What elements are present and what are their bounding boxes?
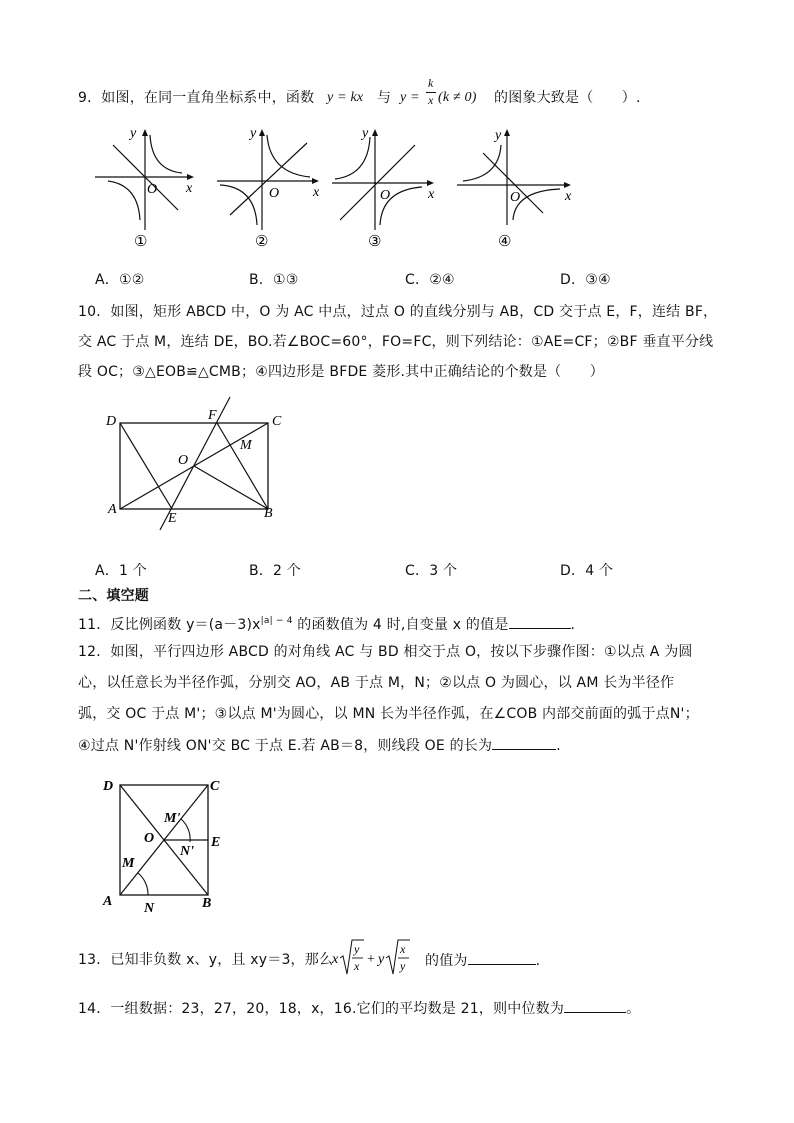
q13-expr-num-1: y [354, 942, 360, 956]
q10-option-d-text: 4 个 [585, 563, 614, 579]
q9-graph-2-origin: O [269, 186, 280, 201]
q9-graph-1-y-label: y [130, 126, 137, 141]
q10-line-1: 10．如图，矩形 ABCD 中，O 为 AC 中点，过点 O 的直线分别与 AB，CD 交于点 E，F，连结 BF， [78, 304, 718, 320]
q12-label-a: A [103, 894, 113, 909]
q9-option-c[interactable] [405, 270, 455, 290]
q9-text-suffix: 的图象大致是（ ）. [494, 90, 641, 106]
q9-graph-3-y-label: y [362, 126, 369, 141]
q12-label-n-prime: N' [180, 844, 194, 859]
q9-func2-numerator: k [428, 76, 434, 90]
q10-label-c: C [272, 414, 282, 429]
q9-graph-1-origin: O [147, 182, 158, 197]
q9-func2-condition: (k ≠ 0) [438, 90, 477, 105]
q10-option-c-letter: C． [405, 563, 430, 579]
q9-option-b-letter: B． [249, 272, 274, 288]
q13-suffix: 的值为 [425, 953, 468, 969]
q10-option-d[interactable] [560, 561, 613, 581]
q9-graph-3-caption: ③ [368, 234, 382, 250]
q9-option-b-text: ①③ [273, 272, 299, 288]
q12-label-o: O [144, 831, 155, 846]
q9-graph-4-origin: O [510, 190, 521, 205]
q12-line-3: 弧，交 OC 于点 M'；③以点 M'为圆心，以 MN 长为半径作弧，在∠COB 内部交前面的弧于点N'； [78, 706, 699, 722]
q10-figure-rectangle [100, 395, 300, 535]
section-title-fill-in: 二、填空题 [78, 588, 149, 604]
q9-graph-2-x-label: x [313, 185, 320, 200]
q12-label-d: D [103, 779, 114, 794]
q10-label-b: B [264, 506, 273, 521]
q13-end: . [535, 953, 541, 969]
q12-line-1: 12．如图，平行四边形 ABCD 的对角线 AC 与 BD 相交于点 O，按以下步骤作图：①以点 A 为圆 [78, 644, 693, 660]
q13-expr-y: y [378, 952, 385, 967]
q10-line-2: 交 AC 于点 M，连结 DE，BO.若∠BOC=60°，FO=FC，则下列结论：①AE=CF；②BF 垂直平分线 [78, 334, 714, 350]
q12-label-b: B [202, 896, 212, 911]
q9-graph-1-caption: ① [134, 234, 148, 250]
q11-end: . [570, 617, 576, 633]
q10-label-e: E [168, 511, 177, 526]
q9-option-a-text: ①② [118, 272, 145, 288]
q13-expr-plus: + [367, 952, 375, 967]
q13-expr-den-2: y [400, 959, 406, 973]
q14-prefix: 14．一组数据：23，27，20，18，x，16.它们的平均数是 21，则中位数为 [78, 1001, 565, 1017]
q9-graph-1 [90, 125, 200, 250]
q12-label-c: C [210, 779, 220, 794]
q10-option-a[interactable] [95, 561, 147, 581]
q9-option-b[interactable] [249, 270, 299, 290]
q9-option-c-text: ②④ [429, 272, 455, 288]
q11-prefix: 11．反比例函数 y＝(a－3)x [78, 617, 261, 633]
q9-graph-4-x-label: x [565, 189, 572, 204]
q13-expr-num-2: x [400, 942, 406, 956]
q13-suffix-wrap [425, 950, 540, 971]
q13-expr-x: x [332, 952, 339, 967]
q10-label-o: O [178, 453, 189, 468]
q12-answer-blank[interactable] [492, 735, 556, 750]
q9-graph-2-caption: ② [255, 234, 269, 250]
q9-graph-2 [215, 125, 325, 250]
q11-answer-blank[interactable] [509, 614, 571, 629]
q14-answer-blank[interactable] [564, 998, 626, 1013]
q12-line-4 [78, 735, 561, 756]
q13-radical-expression [330, 932, 425, 982]
q11-suffix: 的函数值为 4 时,自变量 x 的值是 [297, 617, 509, 633]
q9-option-a[interactable] [95, 270, 145, 290]
q10-line-3: 段 OC；③△EOB≌△CMB；④四边形是 BFDE 菱形.其中正确结论的个数是（ ） [78, 364, 604, 380]
q9-option-d-text: ③④ [585, 272, 611, 288]
q12-line-4-prefix: ④过点 N'作射线 ON'交 BC 于点 E.若 AB＝8，则线段 OE 的长为 [78, 738, 493, 754]
q13-prefix: 13．已知非负数 x、y，且 xy＝3，那么 [78, 952, 334, 968]
q9-graph-3 [330, 125, 440, 250]
q10-option-d-letter: D． [560, 563, 586, 579]
q9-func2-lhs: y = [400, 90, 420, 105]
q14-end: 。 [626, 1001, 641, 1017]
q12-label-m: M [122, 856, 135, 871]
q9-text-prefix: 9．如图，在同一直角坐标系中，函数 [78, 90, 315, 106]
q9-graph-4-caption: ④ [498, 234, 512, 250]
q9-graph-4 [455, 125, 580, 250]
q10-option-c[interactable] [405, 561, 457, 581]
q9-graph-3-origin: O [380, 188, 391, 203]
q9-func2-denominator: x [428, 93, 434, 107]
q9-graph-2-y-label: y [250, 126, 257, 141]
q9-option-d-letter: D． [560, 272, 586, 288]
q9-graph-3-x-label: x [428, 187, 435, 202]
q12-label-e: E [211, 835, 221, 850]
q9-func1: y = kx [327, 90, 364, 105]
q9-text-mid: 与 [377, 90, 392, 106]
q14-text [78, 998, 640, 1019]
q10-option-b[interactable] [249, 561, 301, 581]
q10-option-b-text: 2 个 [273, 563, 301, 579]
q9-option-a-letter: A． [95, 272, 119, 288]
q10-option-c-text: 3 个 [429, 563, 458, 579]
q12-line-4-end: . [556, 738, 561, 754]
q10-label-d: D [106, 414, 117, 429]
q12-label-m-prime: M' [164, 811, 181, 826]
q13-answer-blank[interactable] [468, 950, 536, 965]
q10-option-a-letter: A． [95, 563, 119, 579]
q12-line-2: 心，以任意长为半径作弧，分别交 AO，AB 于点 M，N；②以点 O 为圆心，以 AM 长为半径作 [78, 675, 675, 691]
q13-expr-den-1: x [354, 959, 360, 973]
q11-text [78, 611, 575, 635]
q9-graph-1-x-label: x [186, 181, 193, 196]
q10-label-m: M [240, 438, 252, 453]
q10-label-a: A [108, 502, 117, 517]
q10-option-a-text: 1 个 [118, 563, 147, 579]
q9-option-d[interactable] [560, 270, 611, 290]
q10-option-b-letter: B． [249, 563, 274, 579]
q12-label-n: N [144, 901, 155, 916]
q11-exponent: |a| − 4 [260, 616, 293, 626]
q10-label-f: F [208, 408, 217, 423]
q9-option-c-letter: C． [405, 272, 430, 288]
q9-graph-4-y-label: y [495, 128, 502, 143]
q12-figure-parallelogram [98, 772, 238, 917]
